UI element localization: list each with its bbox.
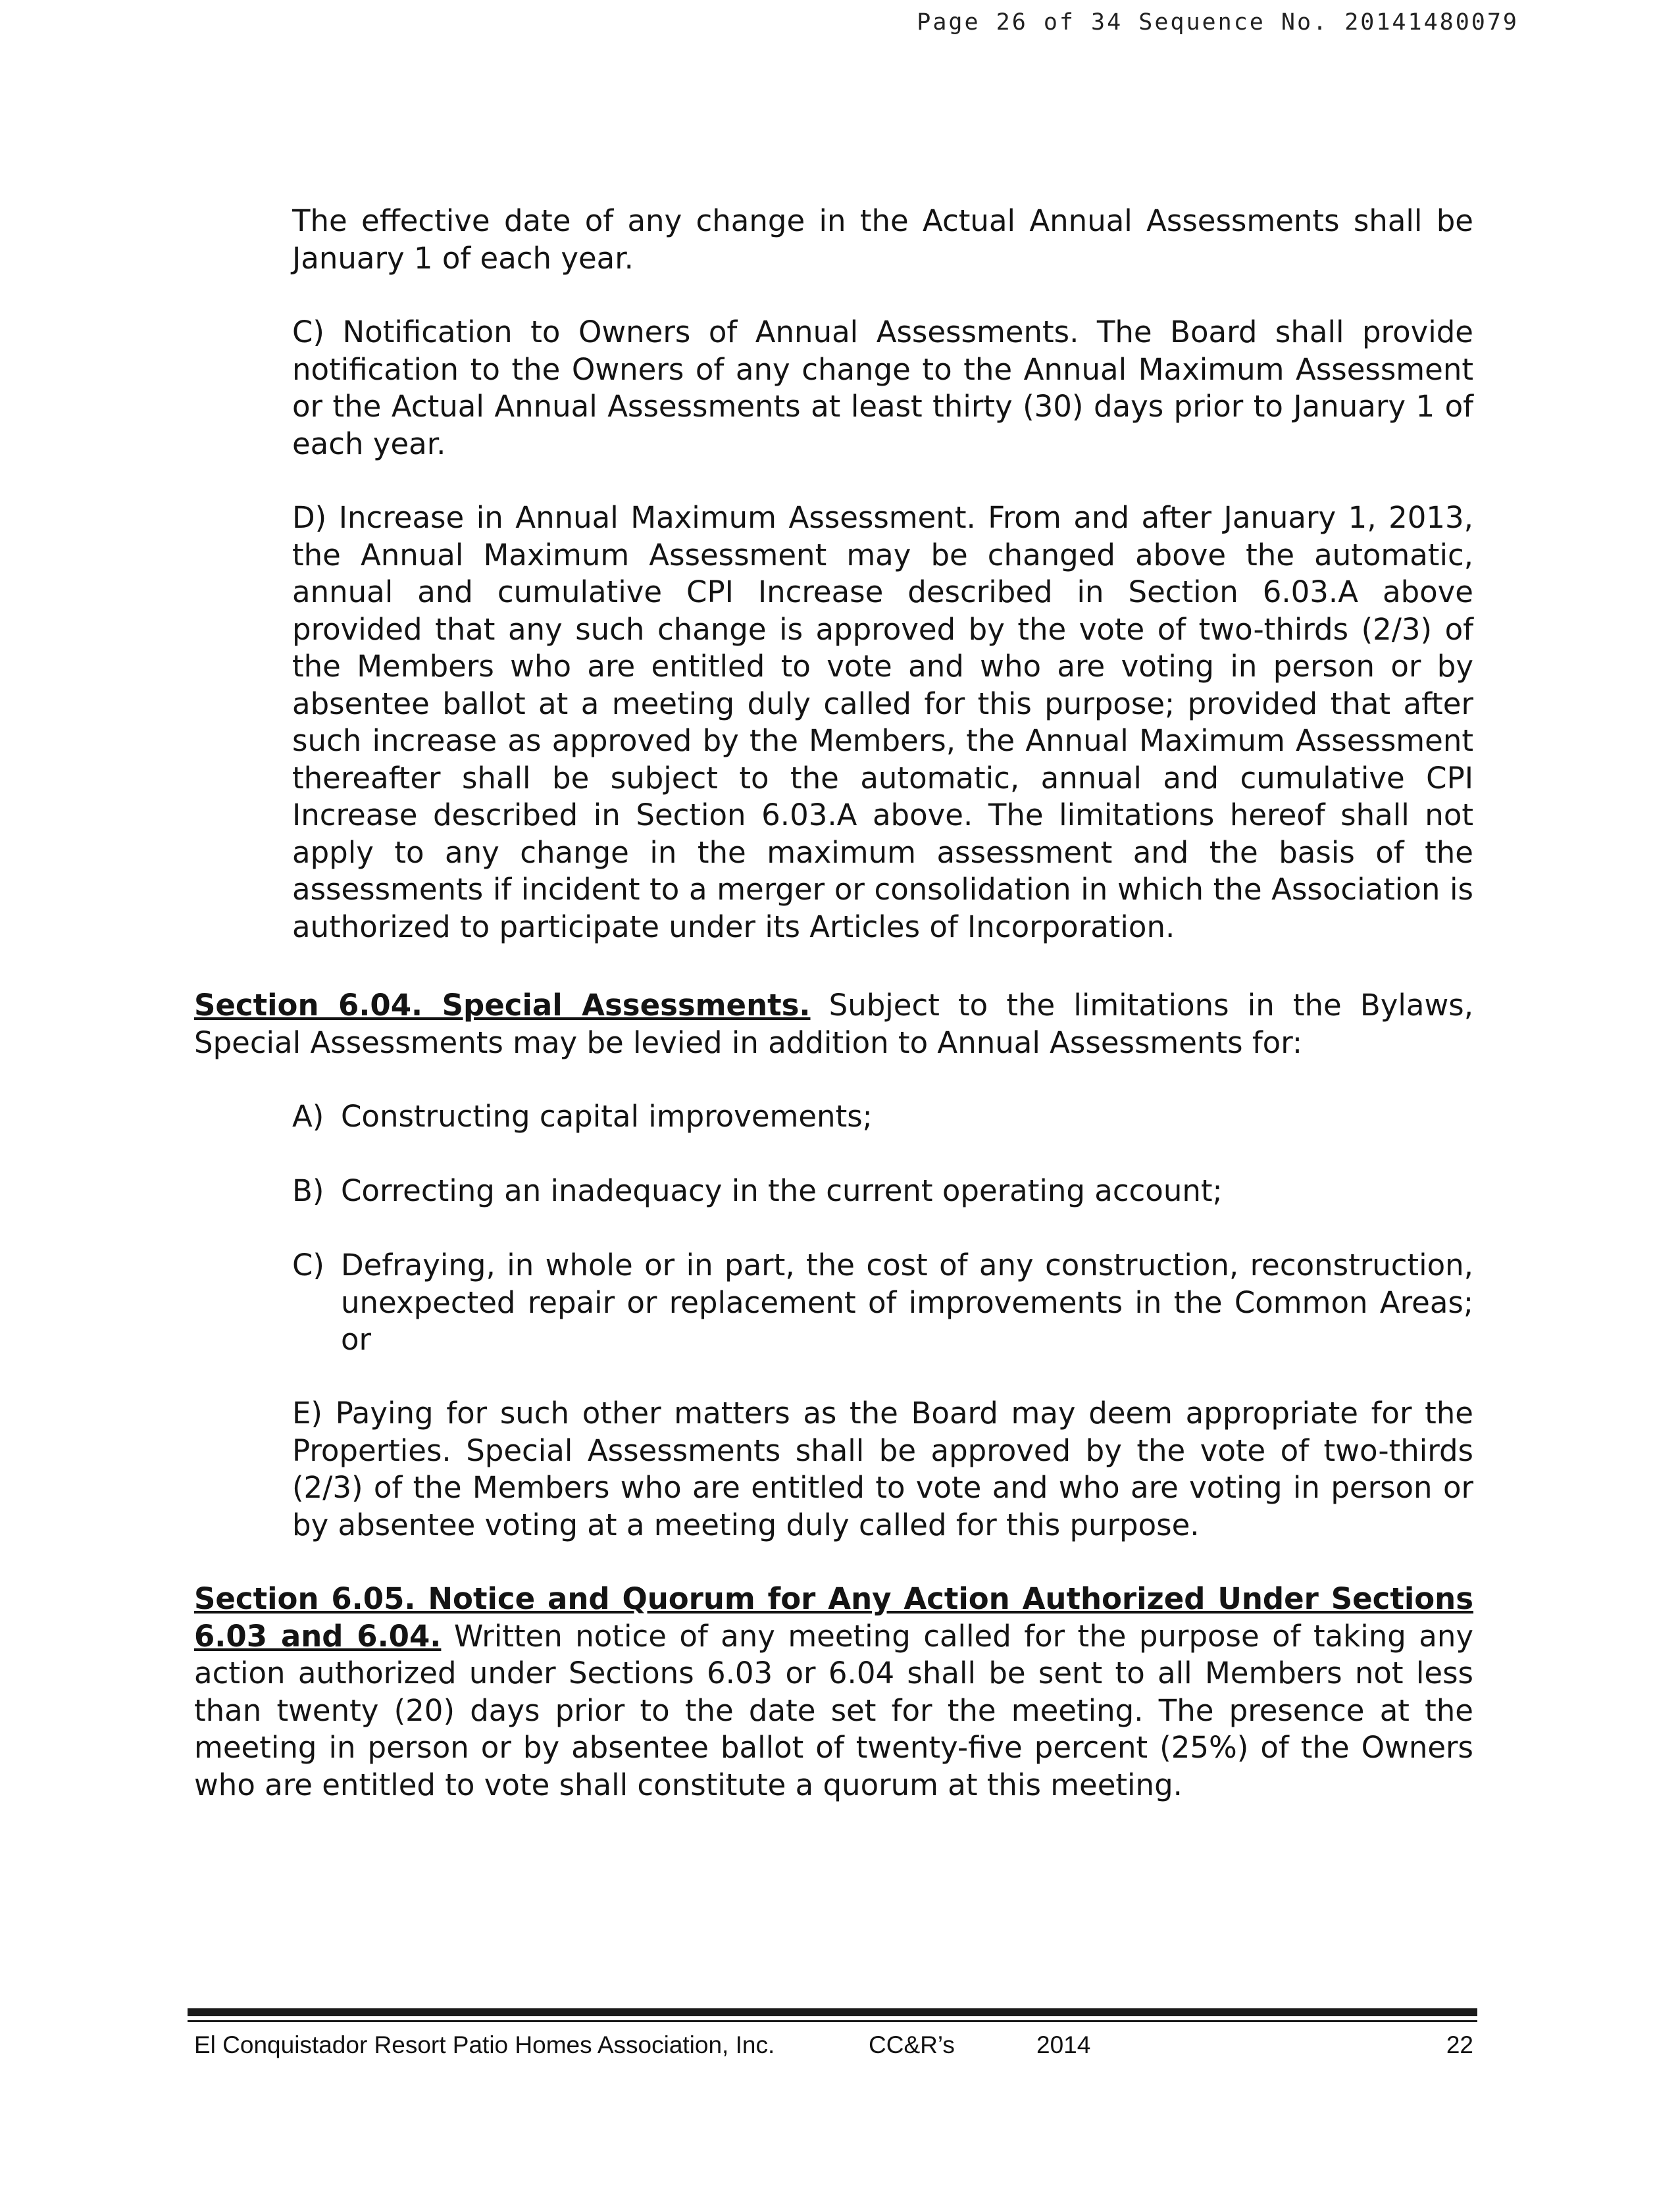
page-footer [194, 2031, 1473, 2071]
list-item [292, 1247, 1473, 1359]
section-6-04-intro: Subject to the limitations in the Bylaws, Special Assessments may be levied in addition to Annual Assessments for: [194, 988, 1473, 1060]
section-6-05 [194, 1581, 1473, 1804]
section-6-04 [194, 987, 1473, 1061]
increase-paragraph: D) Increase in Annual Maximum Assessment. From and after January 1, 2013, the Annual Maximum Assessment may be changed above the automatic, annual and cumulative CPI Increase described in Section 6.03.A above provided that any such change is approved by the vote of two-thirds (2/3) of the Members who are entitled to vote and who are voting in person or by absentee ballot at a meeting duly called for this purpose; provided that after such increase as approved by the Members, the Annual Maximum Assessment thereafter shall be subject to the automatic, annual and cumulative CPI Increase described in Section 6.03.A above. The limitations hereof shall not apply to any change in the maximum assessment and the basis of the assessments if incident to a merger or consolidation in which the Association is authorized to participate under its Articles of Incorporation. [292, 500, 1473, 944]
list-item-label: A) [292, 1099, 324, 1134]
list-item-text: Defraying, in whole or in part, the cost of any construction, reconstruction, unexpected repair or replacement of improvements in the Common Areas; or [341, 1248, 1473, 1357]
section-6-04-heading: Section 6.04. Special Assessments. [194, 988, 811, 1023]
footer-organization: El Conquistador Resort Patio Homes Association, Inc. [194, 2031, 775, 2058]
list-item-label: C) [292, 1248, 324, 1283]
list-item-text: Constructing capital improvements; [341, 1099, 873, 1134]
section-6-05-heading: Section 6.05. Notice and Quorum for Any Action Authorized Under Sections 6.03 and 6.04. [194, 1581, 1473, 1654]
footer-document: CC&R’s [869, 2031, 955, 2058]
list-item-text: Correcting an inadequacy in the current operating account; [341, 1173, 1223, 1208]
item-e-paragraph: E) Paying for such other matters as the Board may deem appropriate for the Properties. Special Assessments shall be approved by the vote of two-thirds (2/3) of the Members who are entitled to vote and who are voting in person or by absentee voting at a meeting duly called for this purpose. [292, 1396, 1473, 1542]
footer-page-number: 22 [1446, 2031, 1473, 2058]
page-sequence-header: Page 26 of 34 Sequence No. 20141480079 [917, 9, 1519, 36]
effective-date-paragraph: The effective date of any change in the Actual Annual Assessments shall be January 1 of each year. [292, 203, 1473, 276]
notification-paragraph: C) Notification to Owners of Annual Assessments. The Board shall provide notification to the Owners of any change to the Annual Maximum Assessment or the Actual Annual Assessments at least thirty (30) days prior to January 1 of each year. [292, 315, 1473, 461]
section-6-05-body: Written notice of any meeting called for the purpose of taking any action authorized under Sections 6.03 or 6.04 shall be sent to all Members not less than twenty (20) days prior to the date set for the meeting. The presence at the meeting in person or by absentee ballot of twenty-five percent (25%) of the Owners who are entitled to vote shall constitute a quorum at this meeting. [194, 1618, 1473, 1802]
footer-year: 2014 [1036, 2031, 1091, 2058]
list-item [292, 1098, 1473, 1136]
list-item [292, 1173, 1473, 1210]
footer-divider [188, 2008, 1477, 2016]
list-item-label: B) [292, 1173, 324, 1208]
footer-divider-thin [188, 2020, 1477, 2022]
